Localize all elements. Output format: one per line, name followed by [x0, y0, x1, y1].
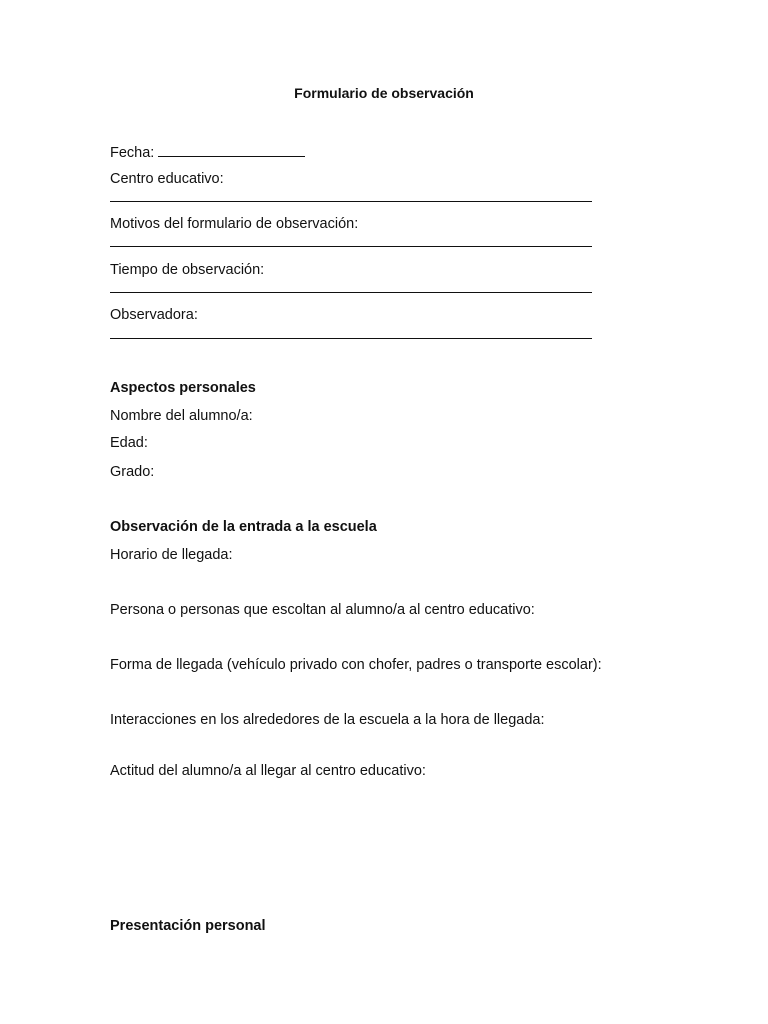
centro-educativo-blank-line: [110, 201, 592, 202]
entrada-escuela-heading: Observación de la entrada a la escuela: [110, 519, 377, 535]
grado-label: Grado:: [110, 464, 155, 480]
motivos-label: Motivos del formulario de observación:: [110, 216, 359, 232]
personas-escoltan-label: Persona o personas que escoltan al alumno/a al centro educativo:: [110, 602, 535, 618]
actitud-alumno-label: Actitud del alumno/a al llegar al centro educativo:: [110, 763, 426, 779]
fecha-field: [110, 142, 305, 162]
tiempo-observacion-blank-line: [110, 292, 592, 293]
observadora-blank-line: [110, 338, 592, 339]
aspectos-personales-heading: Aspectos personales: [110, 380, 256, 396]
centro-educativo-label: Centro educativo:: [110, 171, 224, 187]
fecha-blank-line: [158, 142, 305, 157]
observadora-label: Observadora:: [110, 307, 198, 323]
nombre-alumno-label: Nombre del alumno/a:: [110, 408, 253, 424]
edad-label: Edad:: [110, 435, 148, 451]
presentacion-personal-heading: Presentación personal: [110, 918, 266, 934]
horario-llegada-label: Horario de llegada:: [110, 547, 233, 563]
fecha-label: Fecha:: [110, 145, 155, 161]
form-title: Formulario de observación: [294, 85, 474, 101]
forma-llegada-label: Forma de llegada (vehículo privado con chofer, padres o transporte escolar):: [110, 657, 602, 673]
motivos-blank-line: [110, 246, 592, 247]
tiempo-observacion-label: Tiempo de observación:: [110, 262, 265, 278]
interacciones-label: Interacciones en los alrededores de la escuela a la hora de llegada:: [110, 712, 545, 728]
